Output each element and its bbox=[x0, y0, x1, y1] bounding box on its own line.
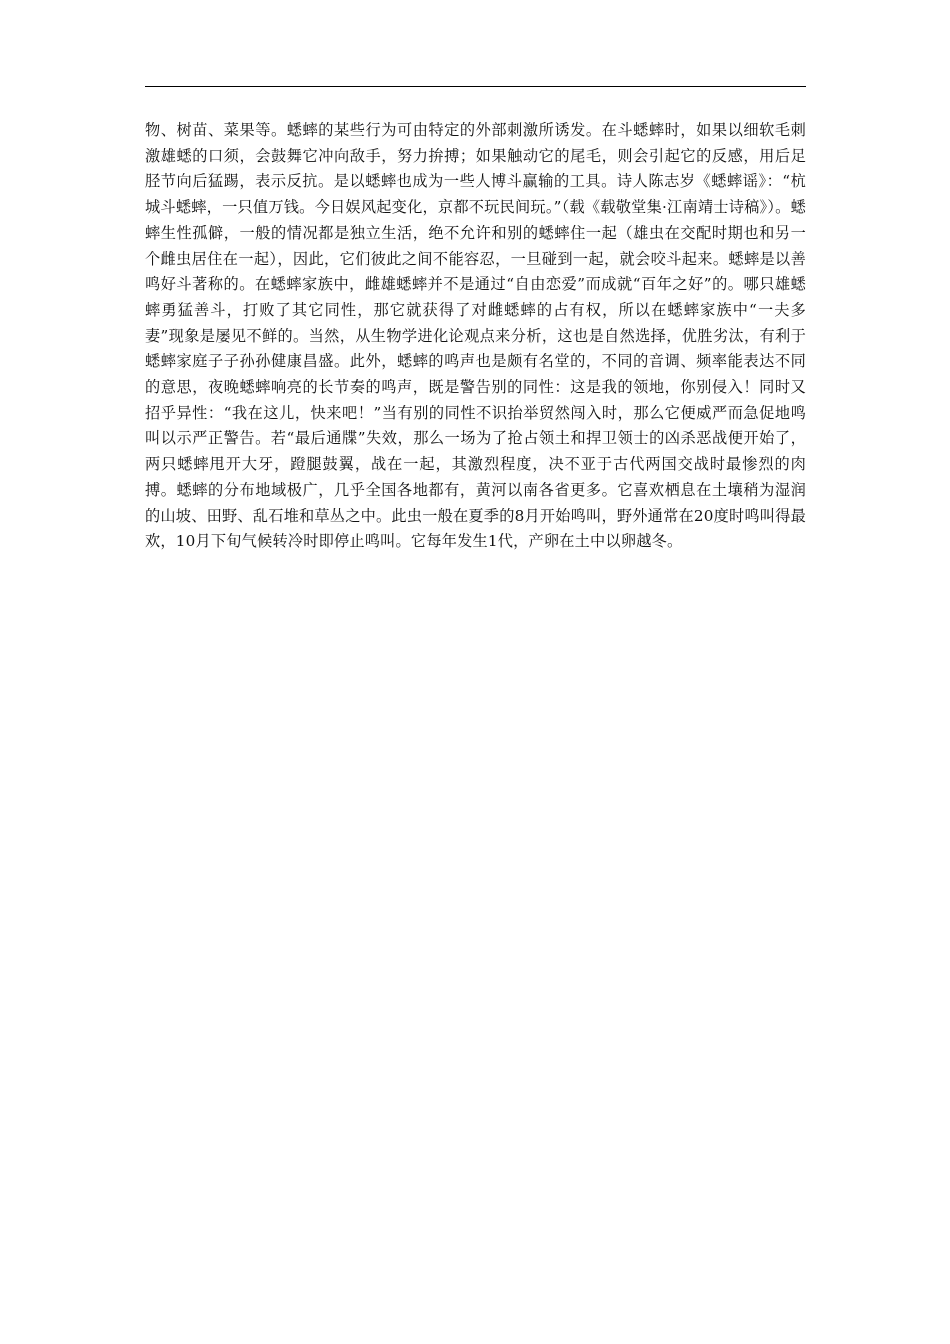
header-rule bbox=[145, 86, 806, 87]
body-paragraph: 物、树苗、菜果等。蟋蟀的某些行为可由特定的外部刺激所诱发。在斗蟋蟀时，如果以细软毛刺激雄蟋的口须，会鼓舞它冲向敌手，努力拚搏；如果触动它的尾毛，则会引起它的反感，用后足胫节向后猛踢，表示反抗。是以蟋蟀也成为一些人博斗赢输的工具。诗人陈志岁《蟋蟀谣》：“杭城斗蟋蟀，一只值万钱。今日娱风起变化，京都不玩民间玩。”（载《载敬堂集·江南靖士诗稿》）。蟋蟀生性孤僻，一般的情况都是独立生活，绝不允许和别的蟋蟀住一起（雄虫在交配时期也和另一个雌虫居住在一起），因此，它们彼此之间不能容忍，一旦碰到一起，就会咬斗起来。蟋蟀是以善鸣好斗著称的。在蟋蟀家族中，雌雄蟋蟀并不是通过“自由恋爱”而成就“百年之好”的。哪只雄蟋蟀勇猛善斗，打败了其它同性，那它就获得了对雌蟋蟀的占有权，所以在蟋蟀家族中“一夫多妻”现象是屡见不鲜的。当然，从生物学进化论观点来分析，这也是自然选择，优胜劣汰，有利于蟋蟀家庭子子孙孙健康昌盛。此外，蟋蟀的鸣声也是颇有名堂的，不同的音调、频率能表达不同的意思，夜晚蟋蟀响亮的长节奏的鸣声，既是警告别的同性：这是我的领地，你别侵入！同时又招乎异性：“我在这儿，快来吧！”当有别的同性不识抬举贸然闯入时，那么它便威严而急促地鸣叫以示严正警告。若“最后通牒”失效，那么一场为了抢占领土和捍卫领士的凶杀恶战便开始了，两只蟋蟀甩开大牙，蹬腿鼓翼，战在一起，其激烈程度，决不亚于古代两国交战时最惨烈的肉搏。蟋蟀的分布地域极广，几乎全国各地都有，黄河以南各省更多。它喜欢栖息在土壤稍为湿润的山坡、田野、乱石堆和草丛之中。此虫一般在夏季的8月开始鸣叫，野外通常在20度时鸣叫得最欢，10月下旬气候转冷时即停止鸣叫。它每年发生1代，产卵在土中以卵越冬。 bbox=[145, 121, 806, 551]
